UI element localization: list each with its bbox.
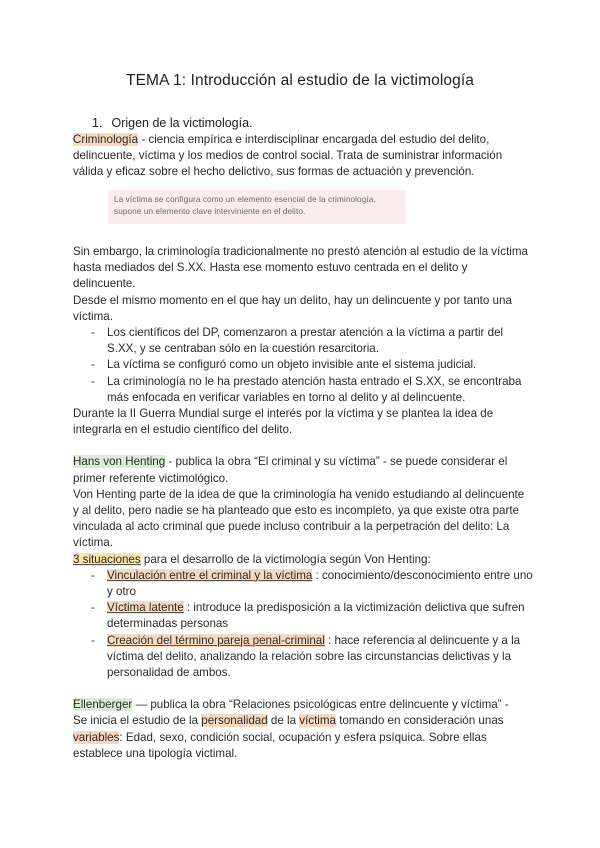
section-heading-text: Origen de la victimología. bbox=[111, 116, 253, 130]
callout-box bbox=[108, 190, 406, 224]
situation-term: Vinculación entre el criminal y la víctima bbox=[107, 568, 313, 582]
section-heading bbox=[92, 116, 253, 130]
section-number: 1. bbox=[92, 116, 103, 130]
henting-paragraph: Von Henting parte de la idea de que la criminología ha venido estudiando al delincuente y al delito, pero nadie se ha planteado que esto es incompleto, ya que existe otra parte vinculada al acto criminal que puede incluso contribuir a la perpetración del delito: La víctima. bbox=[73, 487, 525, 550]
victima-term: víctima bbox=[299, 714, 336, 728]
situation-term: Creación del término pareja penal-criminal bbox=[107, 633, 325, 647]
origin-body bbox=[73, 244, 533, 762]
criminologia-paragraph bbox=[73, 132, 533, 181]
henting-intro: Hans von Henting - publica la obra “El criminal y su víctima” - se puede considerar el primer referente victimológico. bbox=[73, 455, 508, 485]
list-item: - Vinculación entre el criminal y la víctima : conocimiento/desconocimiento entre uno y otro bbox=[91, 568, 533, 599]
ellenberger-intro: Ellenberger — publica la obra “Relaciones psicológicas entre delincuente y víctima” - bbox=[73, 698, 509, 712]
paragraph-2: Desde el mismo momento en el que hay un delito, hay un delincuente y por tanto una víctima. bbox=[73, 293, 512, 323]
henting-name: Hans von Henting bbox=[73, 455, 166, 469]
list-item: - La víctima se configuró como un objeto invisible ante el sistema judicial. bbox=[91, 358, 477, 372]
ellenberger-paragraph: Se inicia el estudio de la personalidad de la víctima tomando en consideración unas variables: Edad, sexo, condición social, ocupación y esfera psíquica. Sobre ellas establece una tipología victimal. bbox=[73, 714, 504, 760]
callout-line-1: La víctima se configura como un elemento esencial de la criminología, bbox=[114, 195, 376, 204]
callout-line-2: supone un elemento clave interviniente en el delito. bbox=[114, 206, 306, 216]
situations-list bbox=[73, 568, 533, 681]
paragraph-3: Durante la II Guerra Mundial surge el interés por la víctima y se plantea la idea de integrarla en el estudio científico del delito. bbox=[73, 407, 494, 437]
personalidad-term: personalidad bbox=[201, 714, 268, 728]
page-title: TEMA 1: Introducción al estudio de la victimología bbox=[126, 72, 474, 89]
list-item: - La criminología no le ha prestado atención hasta entrado el S.XX, se encontraba más enfocada en verificar variables en torno al delito y al delincuente. bbox=[91, 374, 522, 404]
paragraph-1: Sin embargo, la criminología tradicionalmente no prestó atención al estudio de la víctima hasta mediados del S.XX. Hasta ese momento estuvo centrada en el delito y delincuente. bbox=[73, 245, 528, 291]
criminologia-term: Criminología bbox=[73, 133, 139, 146]
criminologia-definition: - ciencia empírica e interdisciplinar encargada del estudio del delito, delincuente, víctima y los medios de control social. Trata de suministrar información válida y eficaz sobre el hecho delictivo, sus formas de actuación y prevención. bbox=[73, 133, 503, 179]
list-item: - Los científicos del DP, comenzaron a prestar atención a la víctima a partir del S.XX, y se centraban sólo en la cuestión resarcitoria. bbox=[91, 326, 504, 356]
situations-intro: 3 situaciones para el desarrollo de la victimología según Von Henting: bbox=[73, 552, 431, 566]
ellenberger-name: Ellenberger bbox=[73, 698, 133, 712]
list-item: - Víctima latente : introduce la predisposición a la victimización delictiva que sufren determinadas personas bbox=[91, 601, 525, 631]
variables-term: variables bbox=[73, 730, 120, 744]
situations-label: 3 situaciones bbox=[73, 552, 141, 566]
list-item: - Creación del término pareja penal-criminal : hace referencia al delincuente y a la víctima del delito, analizando la relación sobre las circunstancias delictivas y la personalidad de ambos. bbox=[91, 633, 521, 680]
situation-term: Víctima latente bbox=[107, 601, 184, 615]
origin-list bbox=[73, 325, 533, 406]
